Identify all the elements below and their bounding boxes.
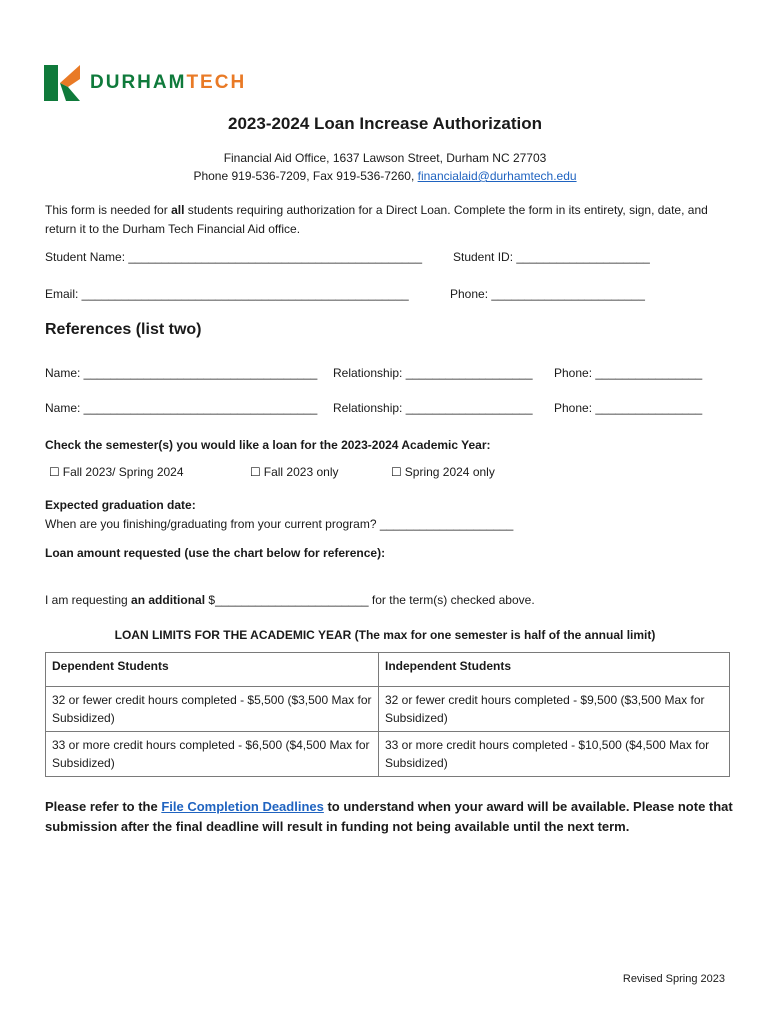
office-email-link[interactable]: financialaid@durhamtech.edu	[417, 169, 577, 183]
references-heading: References (list two)	[45, 321, 202, 338]
checkbox-icon[interactable]: ☐	[250, 465, 261, 479]
loan-amount-heading: Loan amount requested (use the chart below for reference):	[45, 546, 386, 560]
semester-option-fall-spring[interactable]: ☐ Fall 2023/ Spring 2024	[49, 465, 184, 479]
graduation-question-field[interactable]: When are you finishing/graduating from your current program? ____________________	[45, 517, 514, 531]
table-cell: 32 or fewer credit hours completed - $9,500 ($3,500 Max for Subsidized)	[379, 687, 730, 732]
office-address: Financial Aid Office, 1637 Lawson Street, Durham NC 27703	[223, 151, 547, 165]
durham-tech-logo-mark	[44, 65, 80, 101]
reference-2-name-field[interactable]: Name: ___________________________________	[45, 401, 318, 415]
reference-1-relationship-field[interactable]: Relationship: ___________________	[333, 366, 533, 380]
semester-option-fall-only[interactable]: ☐ Fall 2023 only	[250, 465, 339, 479]
table-header-row	[46, 653, 730, 687]
header-dependent: Dependent Students	[46, 653, 379, 687]
deadline-note: Please refer to the File Completion Deadlines to understand when your award will be available. Please note that submission after the final deadline will result in funding not being available until the next term.	[45, 799, 733, 834]
table-cell: 33 or more credit hours completed - $10,500 ($4,500 Max for Subsidized)	[379, 732, 730, 777]
reference-1-phone-field[interactable]: Phone: ________________	[554, 366, 703, 380]
loan-amount-line[interactable]: I am requesting an additional $_______________________ for the term(s) checked above.	[45, 593, 535, 607]
email-field[interactable]: Email: _________________________________________________	[45, 287, 409, 301]
reference-1-name-field[interactable]: Name: ___________________________________	[45, 366, 318, 380]
file-completion-deadlines-link[interactable]: File Completion Deadlines	[161, 799, 324, 814]
revised-date: Revised Spring 2023	[622, 973, 725, 985]
student-id-field[interactable]: Student ID: ____________________	[453, 250, 650, 264]
checkbox-icon[interactable]: ☐	[391, 465, 402, 479]
table-cell: 32 or fewer credit hours completed - $5,500 ($3,500 Max for Subsidized)	[46, 687, 379, 732]
graduation-heading: Expected graduation date:	[45, 498, 196, 512]
intro-paragraph: This form is needed for all students requiring authorization for a Direct Loan. Complete the form in its entirety, sign, date, and return it to the Durham Tech Financial Aid office.	[45, 203, 708, 236]
table-row	[46, 687, 730, 732]
loan-limits-title: LOAN LIMITS FOR THE ACADEMIC YEAR (The max for one semester is half of the annual limit)	[114, 628, 656, 642]
header-independent: Independent Students	[379, 653, 730, 687]
office-contact: Phone 919-536-7209, Fax 919-536-7260, financialaid@durhamtech.edu	[193, 169, 577, 183]
loan-limits-table	[45, 652, 730, 777]
table-cell: 33 or more credit hours completed - $6,500 ($4,500 Max for Subsidized)	[46, 732, 379, 777]
logo-wordmark: DURHAMTECH	[90, 72, 247, 93]
form-title: 2023-2024 Loan Increase Authorization	[228, 114, 542, 133]
reference-2-relationship-field[interactable]: Relationship: ___________________	[333, 401, 533, 415]
phone-field[interactable]: Phone: _______________________	[450, 287, 645, 301]
checkbox-icon[interactable]: ☐	[49, 465, 60, 479]
student-name-field[interactable]: Student Name: ____________________________________________	[45, 250, 423, 264]
semester-prompt: Check the semester(s) you would like a loan for the 2023-2024 Academic Year:	[45, 438, 491, 452]
table-row	[46, 732, 730, 777]
reference-2-phone-field[interactable]: Phone: ________________	[554, 401, 703, 415]
semester-option-spring-only[interactable]: ☐ Spring 2024 only	[391, 465, 495, 479]
durham-tech-logo	[44, 64, 246, 102]
